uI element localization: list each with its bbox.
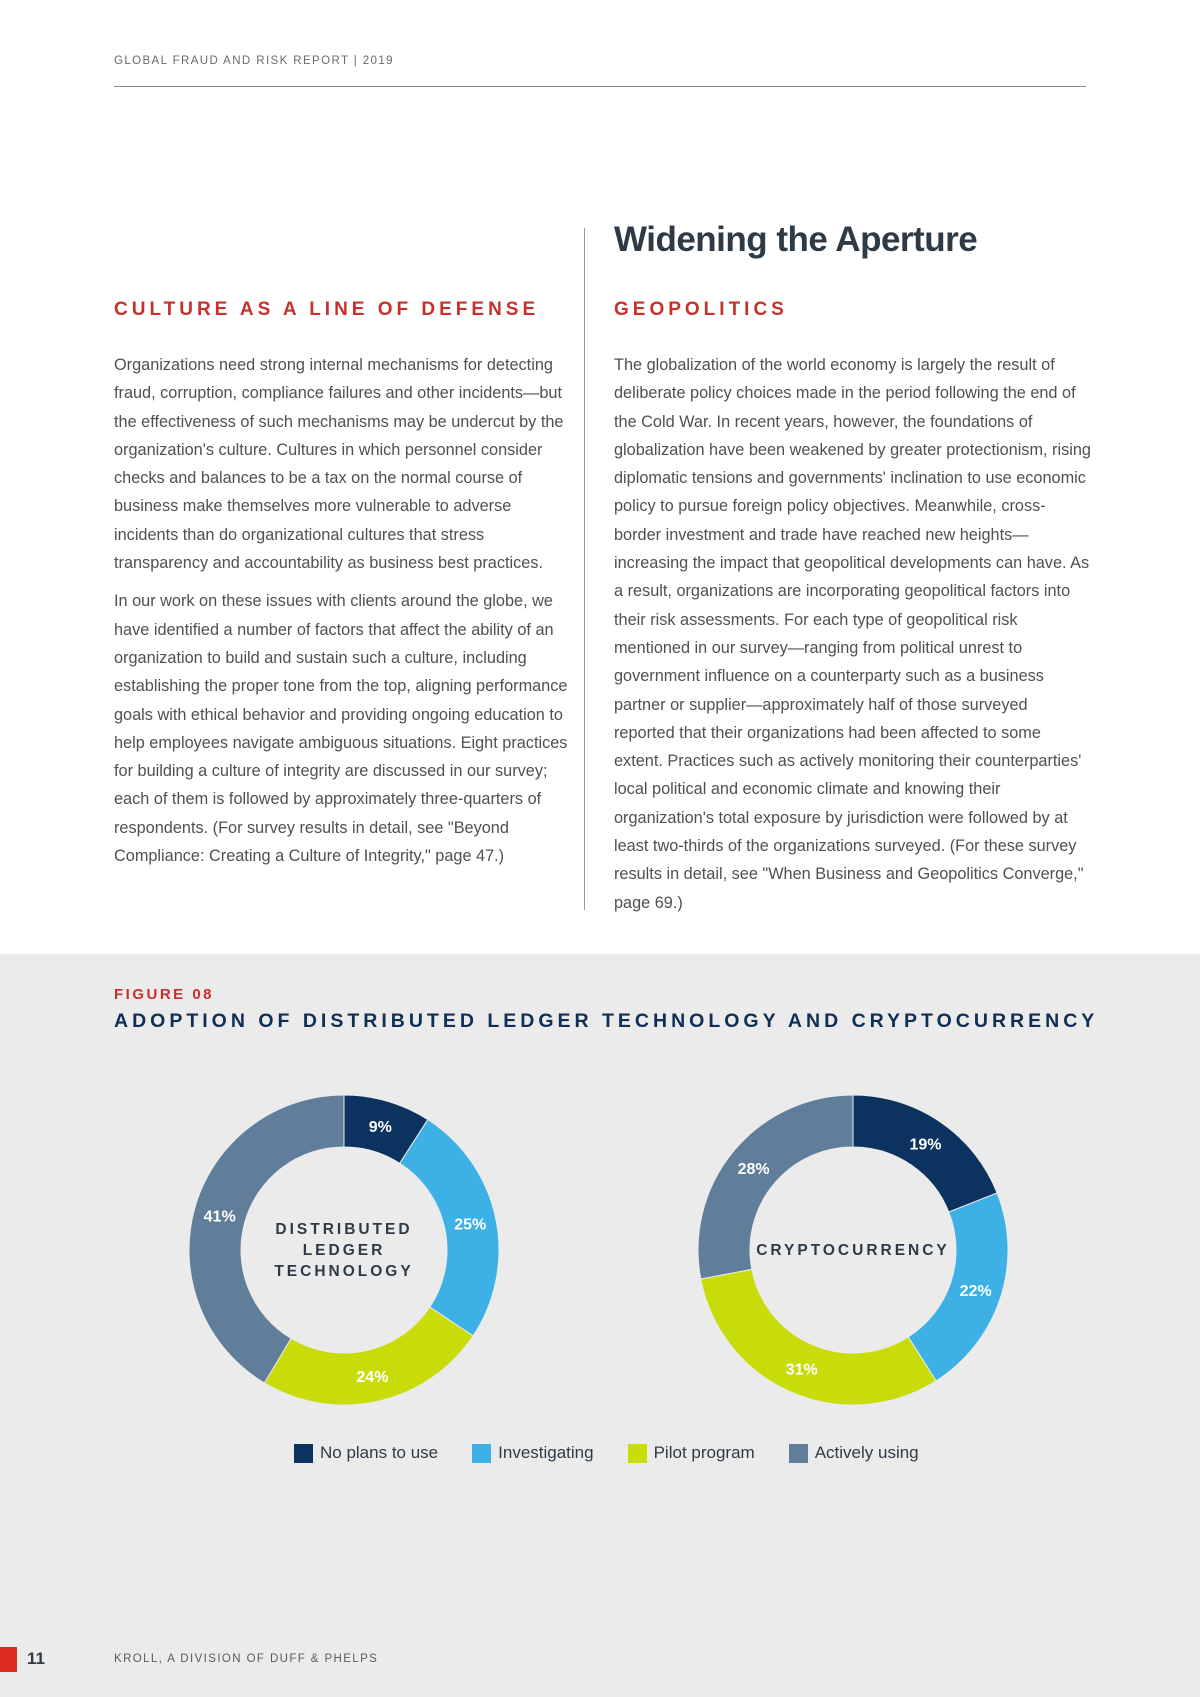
report-header: GLOBAL FRAUD AND RISK REPORT | 2019 — [114, 55, 394, 67]
slice-label: 22% — [959, 1282, 992, 1300]
legend-item-actively-using — [789, 1443, 919, 1463]
legend-swatch — [294, 1444, 313, 1463]
section-title: Widening the Aperture — [614, 220, 978, 259]
donut-center-label: LEDGER — [302, 1242, 386, 1259]
donut-center-label: DISTRIBUTED — [275, 1221, 413, 1238]
body-paragraph: In our work on these issues with clients around the globe, we have identified a number of factors that affect the ability of an organization to build and sustain such a culture, including establishing the proper tone from the top, aligning performance goals with ethical behavior and providing ongoing education to help employees navigate ambiguous situations. Eight practices for building a culture of integrity are discussed in our survey; each of them is followed by approximately three-quarters of respondents. (For survey results in detail, see "Beyond Compliance: Creating a Culture of Integrity," page 47.) — [114, 592, 568, 866]
legend-swatch — [628, 1444, 647, 1463]
legend-label: Investigating — [498, 1443, 594, 1462]
slice-label: 25% — [454, 1216, 487, 1234]
slice-label: 31% — [785, 1361, 818, 1379]
slice-label: 28% — [737, 1160, 770, 1178]
culture-heading: CULTURE AS A LINE OF DEFENSE — [114, 299, 540, 320]
legend-item-pilot — [628, 1443, 755, 1463]
donut-slice-actively-using — [189, 1095, 344, 1383]
body-paragraph: The globalization of the world economy is largely the result of deliberate policy choices made in the period following the end of the Cold War. In recent years, however, the foundations of globalization have been weakened by greater protectionism, rising diplomatic tensions and governments' inclination to use economic policy to pursue foreign policy objectives. Meanwhile, cross-border investment and trade have reached new heights—increasing the impact that geopolitical developments can have. As a result, organizations are incorporating geopolitical factors into their risk assessments. For each type of geopolitical risk mentioned in our survey—ranging from political unrest to government influence on a counterparty such as a business partner or supplier—approximately half of those surveyed reported that their organizations had been affected to some extent. Practices such as actively monitoring their counterparties' local political and economic climate and knowing their organization's total exposure by jurisdiction were followed by at least two-thirds of the organizations surveyed. (For these survey results in detail, see "When Business and Geopolitics Converge," page 69.) — [614, 356, 1091, 912]
slice-label: 19% — [909, 1136, 942, 1154]
figure-label: FIGURE 08 — [114, 986, 215, 1003]
footer-text: KROLL, A DIVISION OF DUFF & PHELPS — [114, 1653, 379, 1665]
page-number: 11 — [27, 1649, 45, 1668]
donut-slice-pilot — [264, 1307, 473, 1405]
donut-center-label: TECHNOLOGY — [274, 1263, 414, 1280]
chart-legend — [294, 1443, 953, 1463]
geopolitics-heading: GEOPOLITICS — [614, 299, 788, 320]
donut-slice-no-plans — [853, 1095, 997, 1212]
donut-slice-investigating — [908, 1193, 1008, 1381]
slice-label: 24% — [356, 1368, 389, 1386]
donut-slice-pilot — [701, 1269, 936, 1405]
figure-title: ADOPTION OF DISTRIBUTED LEDGER TECHNOLOGY AND CRYPTOCURRENCY — [114, 1010, 1099, 1032]
page-marker — [0, 1647, 17, 1672]
legend-label: No plans to use — [320, 1443, 439, 1462]
body-paragraph: Organizations need strong internal mechanisms for detecting fraud, corruption, compliance failures and other incidents—but the effectiveness of such mechanisms may be undercut by the organization's culture. Cultures in which personnel consider checks and balances to be a tax on the normal course of business make themselves more vulnerable to adverse incidents than do organizational cultures that stress transparency and accountability as business best practices. — [114, 356, 564, 573]
slice-label: 41% — [203, 1208, 236, 1226]
legend-swatch — [472, 1444, 491, 1463]
legend-item-no-plans — [294, 1443, 438, 1463]
legend-item-investigating — [472, 1443, 593, 1463]
legend-label: Pilot program — [653, 1443, 755, 1462]
slice-label: 9% — [368, 1119, 392, 1137]
legend-swatch — [789, 1444, 808, 1463]
legend-label: Actively using — [814, 1443, 919, 1462]
donut-center-label: CRYPTOCURRENCY — [756, 1242, 950, 1259]
